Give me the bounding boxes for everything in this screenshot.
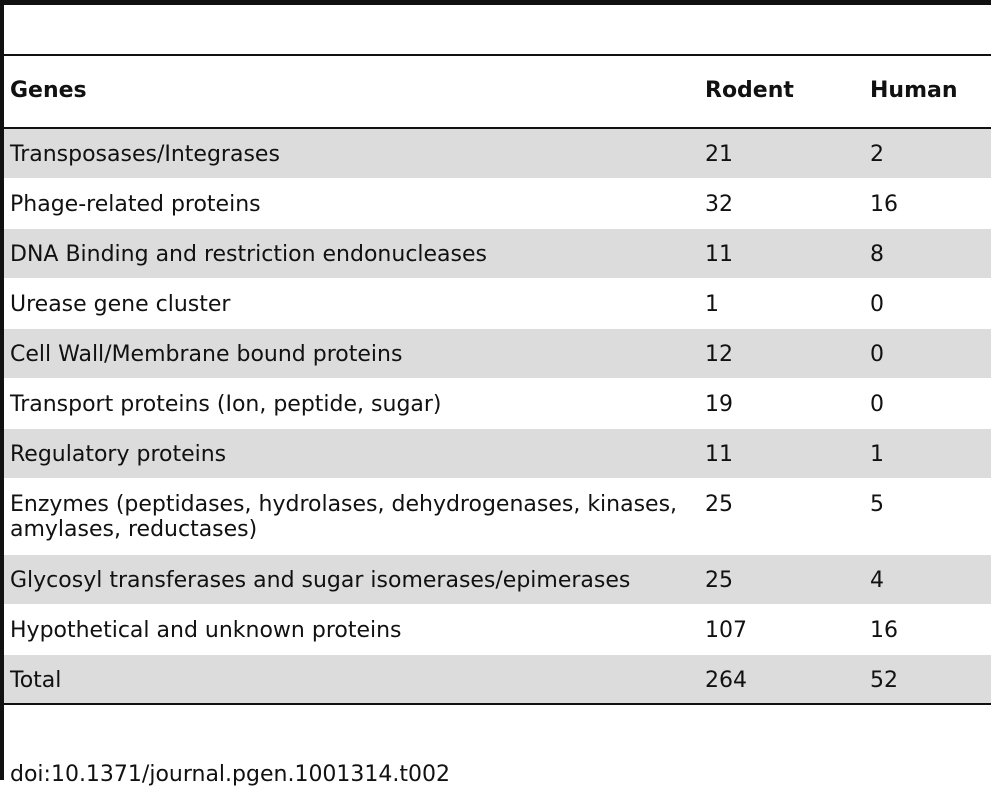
- cell-human: 0: [864, 328, 991, 378]
- table-row: [4, 554, 991, 604]
- cell-gene: Enzymes (peptidases, hydrolases, dehydrogenases, kinases, amylases, reductases): [4, 478, 699, 554]
- table-row-total: [4, 654, 991, 704]
- cell-rodent: 19: [699, 378, 864, 428]
- table-row: [4, 278, 991, 328]
- doi-caption: doi:10.1371/journal.pgen.1001314.t002: [10, 762, 451, 787]
- cell-rodent: 11: [699, 228, 864, 278]
- cell-human: 16: [864, 178, 991, 228]
- table-row: [4, 428, 991, 478]
- cell-human: 52: [864, 654, 991, 704]
- table-row: [4, 478, 991, 554]
- table-row: [4, 378, 991, 428]
- cell-gene: Hypothetical and unknown proteins: [4, 604, 699, 654]
- header-row: [4, 56, 991, 128]
- cell-rodent: 25: [699, 478, 864, 554]
- cell-rodent: 11: [699, 428, 864, 478]
- cell-human: 0: [864, 278, 991, 328]
- table-row: [4, 228, 991, 278]
- cell-rodent: 21: [699, 128, 864, 178]
- cell-human: 2: [864, 128, 991, 178]
- cell-gene: Total: [4, 654, 699, 704]
- header-human: Human: [864, 56, 991, 128]
- table-row: [4, 178, 991, 228]
- cell-human: 5: [864, 478, 991, 554]
- table-row: [4, 604, 991, 654]
- genes-table: [4, 56, 991, 705]
- header-genes: Genes: [4, 56, 699, 128]
- cell-rodent: 1: [699, 278, 864, 328]
- cell-human: 4: [864, 554, 991, 604]
- cell-gene: Transposases/Integrases: [4, 128, 699, 178]
- cell-human: 8: [864, 228, 991, 278]
- cell-gene: DNA Binding and restriction endonucleases: [4, 228, 699, 278]
- table-row: [4, 128, 991, 178]
- cell-human: 16: [864, 604, 991, 654]
- cell-gene: Cell Wall/Membrane bound proteins: [4, 328, 699, 378]
- table-row: [4, 328, 991, 378]
- cell-gene: Phage-related proteins: [4, 178, 699, 228]
- cell-human: 0: [864, 378, 991, 428]
- cell-rodent: 32: [699, 178, 864, 228]
- cell-human: 1: [864, 428, 991, 478]
- cell-gene: Transport proteins (Ion, peptide, sugar): [4, 378, 699, 428]
- header-rodent: Rodent: [699, 56, 864, 128]
- cell-rodent: 12: [699, 328, 864, 378]
- cell-rodent: 25: [699, 554, 864, 604]
- cell-gene: Glycosyl transferases and sugar isomerases/epimerases: [4, 554, 699, 604]
- table-header: [4, 56, 991, 128]
- cell-gene: Urease gene cluster: [4, 278, 699, 328]
- table-body: [4, 128, 991, 704]
- top-border-rule: [0, 0, 991, 5]
- cell-rodent: 107: [699, 604, 864, 654]
- cell-rodent: 264: [699, 654, 864, 704]
- cell-gene: Regulatory proteins: [4, 428, 699, 478]
